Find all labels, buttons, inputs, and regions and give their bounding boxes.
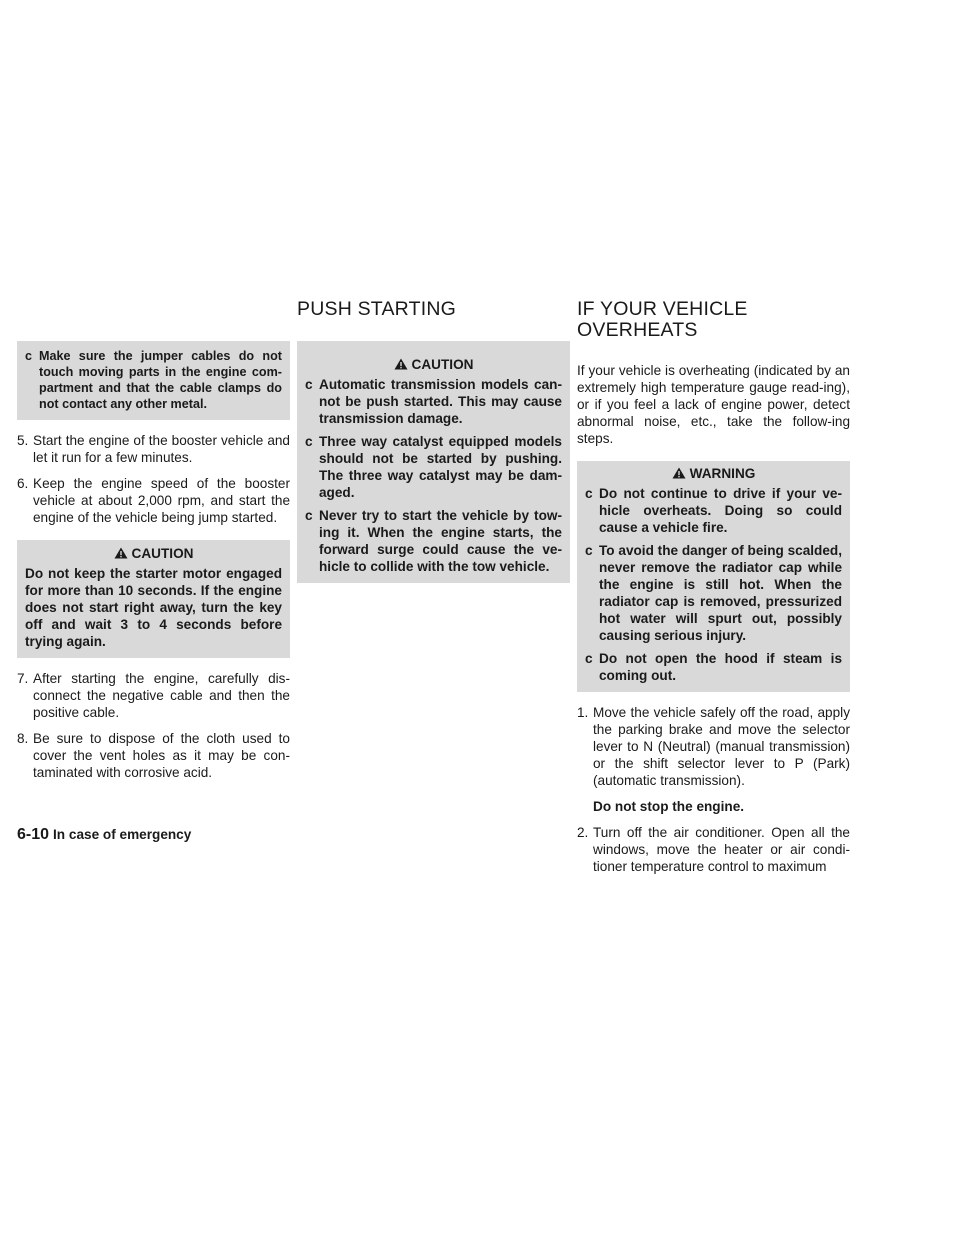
warning-triangle-icon xyxy=(114,547,128,559)
step-text: Start the engine of the booster vehicle and let it run for a few minutes. xyxy=(33,433,290,465)
step-2 xyxy=(577,824,850,875)
column-1 xyxy=(17,341,290,781)
column-3 xyxy=(577,362,850,875)
bullet-item xyxy=(25,348,282,412)
step-number: 7. xyxy=(17,671,29,686)
bullet-mark: c xyxy=(305,377,313,392)
step-text: Keep the engine speed of the booster vehicle at about 2,000 rpm, and start the engine of the vehicle being jump started. xyxy=(33,476,290,525)
caution-heading xyxy=(25,546,282,562)
bullet-text: Do not continue to drive if your ve-hicle overheats. Doing so could cause a vehicle fire. xyxy=(599,486,842,535)
step-1-note: Do not stop the engine. xyxy=(593,799,745,814)
step-text: Turn off the air conditioner. Open all the windows, move the heater or air condi-tioner temperature control to maximum xyxy=(593,825,850,874)
step-6 xyxy=(17,475,290,526)
bullet-item xyxy=(585,485,842,536)
step-number: 2. xyxy=(577,825,589,840)
overheat-intro: If your vehicle is overheating (indicated by an extremely high temperature gauge read-ing), or if you feel a lack of engine power, detect abnormal noise, etc., take the follow-ing steps. xyxy=(577,363,850,446)
bullet-mark: c xyxy=(305,434,313,449)
page-number: 6-10 xyxy=(17,826,50,843)
caution-box-starter xyxy=(17,540,290,658)
bullet-mark: c xyxy=(585,651,593,666)
bullet-item xyxy=(585,542,842,644)
warning-triangle-icon xyxy=(672,467,686,479)
step-number: 8. xyxy=(17,731,29,746)
warning-box-overheat xyxy=(577,461,850,692)
bullet-item xyxy=(305,507,562,575)
warning-heading xyxy=(585,466,842,482)
step-text: Move the vehicle safely off the road, apply the parking brake and move the selector lever to N (Neutral) (manual transmission) or the shift selector lever to P (Park) (automatic transmission). xyxy=(593,705,850,788)
caution-label: CAUTION xyxy=(411,357,474,372)
bullet-mark: c xyxy=(585,543,593,558)
step-8 xyxy=(17,730,290,781)
step-text: After starting the engine, carefully dis-connect the negative cable and then the positive cable. xyxy=(33,671,290,720)
step-5 xyxy=(17,432,290,466)
warning-triangle-icon xyxy=(394,358,408,370)
step-number: 6. xyxy=(17,476,29,491)
bullet-mark: c xyxy=(25,349,33,363)
bullet-mark: c xyxy=(585,486,593,501)
section-title-overheats-text: IF YOUR VEHICLE OVERHEATS xyxy=(577,298,748,341)
bullet-item xyxy=(585,650,842,684)
jumper-caution-box xyxy=(17,341,290,420)
warning-label: WARNING xyxy=(689,466,756,481)
section-name: In case of emergency xyxy=(53,827,192,842)
caution-box-push-start xyxy=(297,341,570,583)
step-1 xyxy=(577,704,850,789)
step-7 xyxy=(17,670,290,721)
section-title-overheats xyxy=(577,299,817,341)
page-footer xyxy=(17,826,191,844)
bullet-text: Automatic transmission models can-not be push started. This may cause transmission damage. xyxy=(319,377,562,426)
bullet-text: Make sure the jumper cables do not touch moving parts in the engine com-partment and that the cable clamps do not contact any other metal. xyxy=(39,349,282,411)
bullet-text: Do not open the hood if steam is coming out. xyxy=(599,651,842,683)
bullet-text: Never try to start the vehicle by tow-ing it. When the engine starts, the forward surge could cause the ve-hicle to collide with the tow vehicle. xyxy=(319,508,562,574)
section-title-push-starting: PUSH STARTING xyxy=(297,298,456,320)
caution-text: Do not keep the starter motor engaged for more than 10 seconds. If the engine does not start right away, turn the key off and wait 3 to 4 seconds before trying again. xyxy=(25,566,282,649)
step-number: 1. xyxy=(577,705,589,720)
bullet-mark: c xyxy=(305,508,313,523)
step-text: Be sure to dispose of the cloth used to cover the vent holes as it may be con-taminated with corrosive acid. xyxy=(33,731,290,780)
bullet-item xyxy=(305,433,562,501)
caution-heading xyxy=(305,357,562,373)
bullet-text: Three way catalyst equipped models should not be started by pushing. The three way catalyst may be dam-aged. xyxy=(319,434,562,500)
column-2 xyxy=(297,341,570,583)
step-number: 5. xyxy=(17,433,29,448)
bullet-text: To avoid the danger of being scalded, never remove the radiator cap while the engine is still hot. When the radiator cap is removed, pressurized hot water will spurt out, possibly causing serious injury. xyxy=(599,543,842,643)
caution-label: CAUTION xyxy=(131,546,194,561)
bullet-item xyxy=(305,376,562,427)
